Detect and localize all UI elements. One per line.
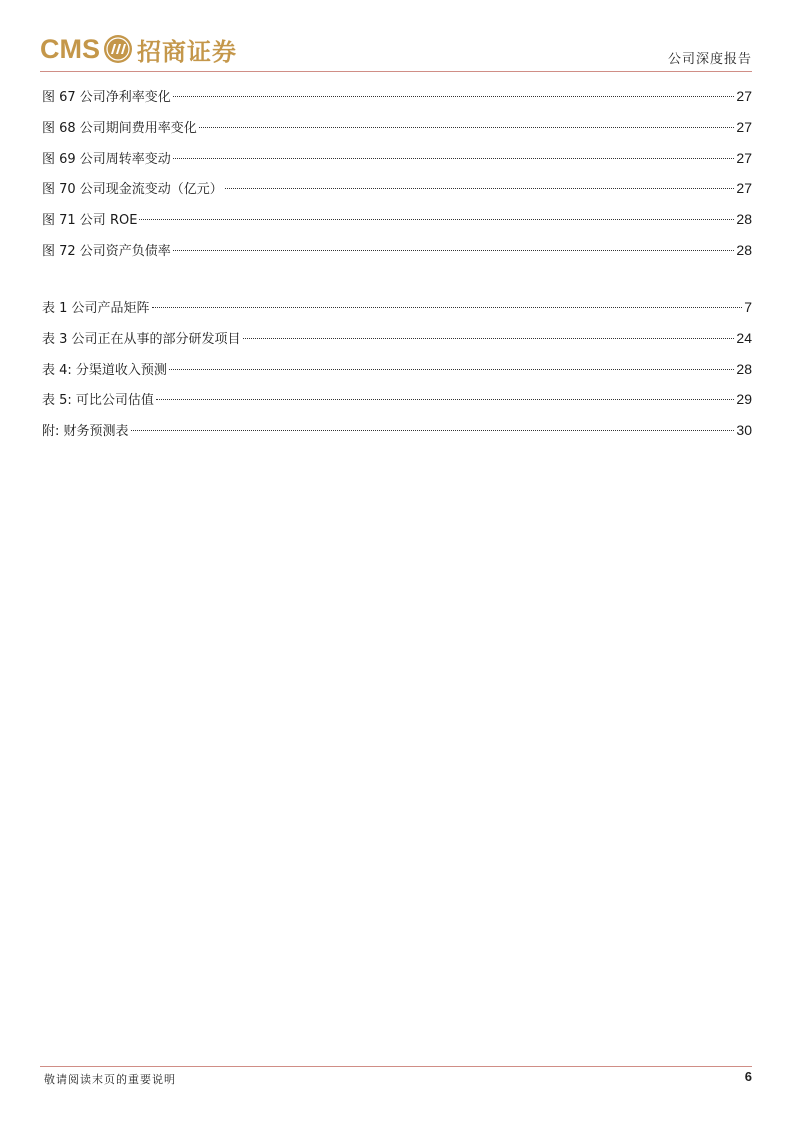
toc-entry-page: 7: [744, 299, 752, 315]
toc-entry-title: 图 72 公司资产负债率: [42, 243, 171, 259]
toc-leader-dots: [243, 338, 735, 339]
toc-entry-page: 28: [736, 211, 752, 228]
toc-leader-dots: [225, 188, 735, 189]
toc-entry[interactable]: [42, 209, 752, 240]
toc-entry[interactable]: [42, 328, 752, 359]
toc-leader-dots: [152, 307, 743, 308]
toc-entry-page: 28: [736, 360, 752, 377]
toc-entry-title: 图 67 公司净利率变化: [42, 90, 171, 105]
cms-emblem-icon: [103, 34, 133, 64]
toc-leader-dots: [139, 219, 734, 220]
toc-entry[interactable]: [42, 359, 752, 390]
toc-entry-page: 30: [736, 422, 752, 439]
toc-entry[interactable]: [42, 297, 752, 328]
toc-entry-title: 图 69 公司周转率变动: [42, 151, 171, 167]
toc-entry-title: 表 3 公司正在从事的部分研发项目: [42, 331, 241, 347]
logo-latin-text: CMS: [40, 33, 100, 64]
toc-entry[interactable]: [42, 178, 752, 209]
tables-table-of-contents: [42, 297, 752, 451]
toc-entry-title: 表 4: 分渠道收入预测: [42, 362, 167, 378]
toc-entry[interactable]: [42, 240, 752, 271]
toc-leader-dots: [131, 430, 735, 431]
toc-entry-title: 附: 财务预测表: [42, 424, 129, 440]
toc-entry-title: 图 70 公司现金流变动（亿元）: [42, 182, 223, 198]
header-divider: [40, 71, 752, 72]
company-logo: [40, 32, 237, 66]
footer-divider: [40, 1066, 752, 1067]
toc-entry-page: 27: [736, 180, 752, 197]
toc-entry-page: 29: [736, 391, 752, 408]
figures-table-of-contents: [42, 86, 752, 271]
toc-entry-title: 表 5: 可比公司估值: [42, 393, 154, 409]
toc-leader-dots: [173, 96, 735, 97]
toc-entry-title: 图 71 公司 ROE: [42, 213, 138, 229]
toc-entry-title: 图 68 公司期间费用率变化: [42, 120, 197, 136]
toc-leader-dots: [169, 369, 735, 370]
report-type-label: 公司深度报告: [667, 52, 752, 67]
logo-chinese-text: 招商证券: [137, 36, 237, 66]
toc-entry-page: 27: [736, 149, 752, 166]
toc-entry-page: 28: [736, 241, 752, 258]
toc-entry[interactable]: [42, 389, 752, 420]
disclaimer-note: 敬请阅读末页的重要说明: [44, 1073, 176, 1086]
toc-entry[interactable]: [42, 420, 752, 451]
toc-leader-dots: [156, 399, 735, 400]
page-number: 6: [744, 1069, 752, 1084]
toc-entry[interactable]: [42, 86, 752, 117]
toc-entry-page: 27: [736, 88, 752, 104]
toc-entry[interactable]: [42, 117, 752, 148]
toc-leader-dots: [199, 127, 735, 128]
toc-entry[interactable]: [42, 148, 752, 179]
page-header: [40, 24, 752, 72]
toc-entry-page: 24: [736, 329, 752, 346]
toc-leader-dots: [173, 158, 735, 159]
toc-leader-dots: [173, 250, 735, 251]
toc-entry-page: 27: [736, 118, 752, 135]
toc-entry-title: 表 1 公司产品矩阵: [42, 301, 150, 316]
